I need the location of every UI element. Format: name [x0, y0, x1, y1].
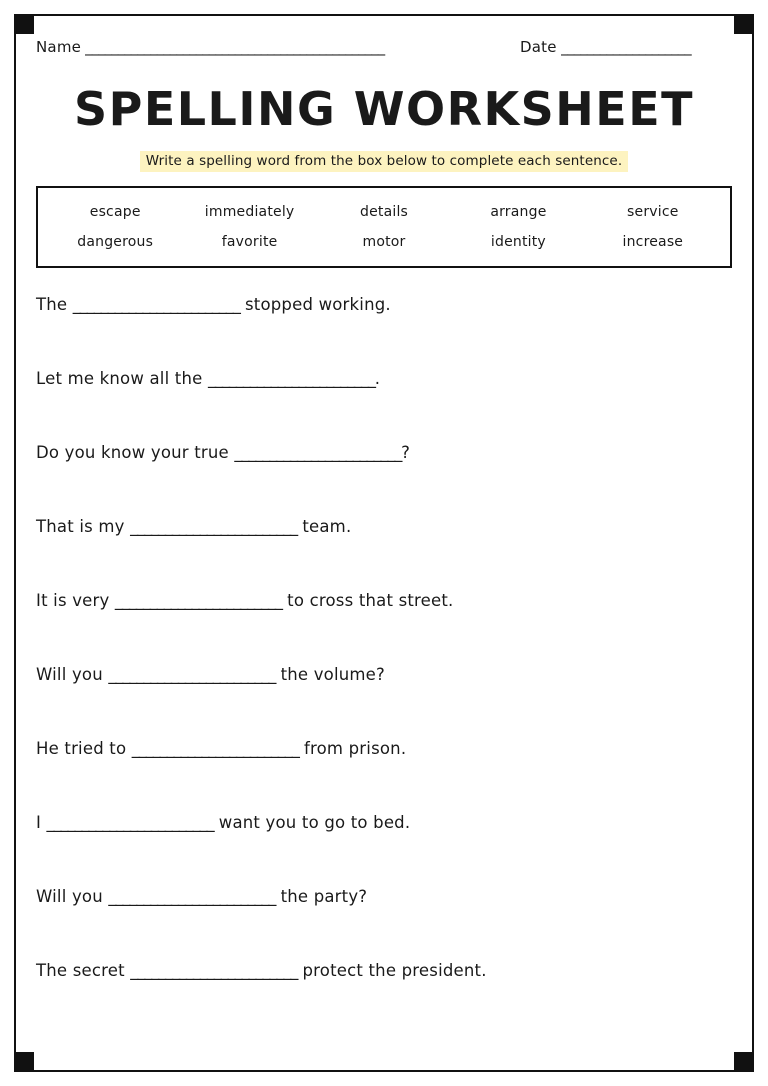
- sentence-item: [36, 740, 732, 814]
- sentence-text-after: the party?: [275, 887, 368, 906]
- name-input-line[interactable]: ______________________________________________: [85, 38, 385, 56]
- sentence-list: [36, 296, 732, 1036]
- word-bank-item: motor: [362, 234, 406, 250]
- corner-mark-bottom-right: [734, 1052, 754, 1072]
- sentence-item: [36, 444, 732, 518]
- sentence-text-before: Let me know all the: [36, 369, 208, 388]
- word-bank-row: [48, 204, 720, 220]
- name-label: Name: [36, 38, 82, 56]
- sentence-item: [36, 814, 732, 888]
- sentence-text-before: The secret: [36, 961, 131, 980]
- sentence-item: [36, 370, 732, 444]
- name-date-row: [36, 38, 732, 56]
- answer-blank[interactable]: ________________________: [72, 295, 240, 314]
- sentence-text-after: from prison.: [298, 739, 407, 758]
- word-bank-box: [36, 186, 732, 268]
- word-bank-item: increase: [622, 234, 684, 250]
- answer-blank[interactable]: ________________________: [130, 961, 298, 980]
- corner-mark-top-right: [734, 14, 754, 34]
- sentence-item: [36, 962, 732, 1036]
- sentence-text-before: The: [36, 295, 73, 314]
- answer-blank[interactable]: ________________________: [207, 369, 375, 388]
- sentence-text-after: want you to go to bed.: [213, 813, 411, 832]
- sentence-text-after: protect the president.: [297, 961, 487, 980]
- date-input-line[interactable]: ____________________: [560, 38, 691, 56]
- sentence-text-before: Do you know your true: [36, 443, 235, 462]
- answer-blank[interactable]: ________________________: [108, 887, 276, 906]
- word-bank-item: service: [627, 204, 679, 220]
- sentence-text-before: It is very: [36, 591, 115, 610]
- sentence-text-before: He tried to: [36, 739, 132, 758]
- word-bank-item: dangerous: [77, 234, 154, 250]
- sentence-text-after: team.: [296, 517, 352, 536]
- sentence-text-before: Will you: [36, 665, 109, 684]
- sentence-text-after: stopped working.: [239, 295, 391, 314]
- corner-mark-bottom-left: [14, 1052, 34, 1072]
- answer-blank[interactable]: ________________________: [114, 591, 282, 610]
- instructions-text: Write a spelling word from the box below to complete each sentence.: [140, 151, 628, 172]
- word-bank-item: immediately: [204, 204, 295, 220]
- page-title: SPELLING WORKSHEET: [73, 82, 695, 136]
- sentence-item: [36, 296, 732, 370]
- sentence-text-after: the volume?: [275, 665, 385, 684]
- word-bank-item: favorite: [221, 234, 278, 250]
- answer-blank[interactable]: ________________________: [130, 517, 297, 536]
- corner-mark-top-left: [14, 14, 34, 34]
- sentence-item: [36, 888, 732, 962]
- worksheet-content: [36, 30, 732, 1056]
- sentence-text-before: That is my: [36, 517, 131, 536]
- sentence-item: [36, 592, 732, 666]
- answer-blank[interactable]: ________________________: [234, 443, 402, 462]
- word-bank-item: details: [359, 204, 409, 220]
- word-bank-item: arrange: [490, 204, 547, 220]
- word-bank-item: identity: [490, 234, 546, 250]
- answer-blank[interactable]: ________________________: [108, 665, 276, 684]
- sentence-item: [36, 518, 732, 592]
- word-bank-item: escape: [89, 204, 141, 220]
- sentence-text-after: ?: [401, 443, 411, 462]
- date-label: Date: [519, 38, 557, 56]
- sentence-text-after: .: [374, 369, 381, 388]
- sentence-text-after: to cross that street.: [281, 591, 454, 610]
- instructions-row: [36, 150, 732, 172]
- word-bank-row: [48, 234, 720, 250]
- answer-blank[interactable]: ________________________: [131, 739, 299, 758]
- sentence-text-before: Will you: [36, 887, 109, 906]
- sentence-item: [36, 666, 732, 740]
- answer-blank[interactable]: ________________________: [46, 813, 214, 832]
- sentence-text-before: I: [36, 813, 47, 832]
